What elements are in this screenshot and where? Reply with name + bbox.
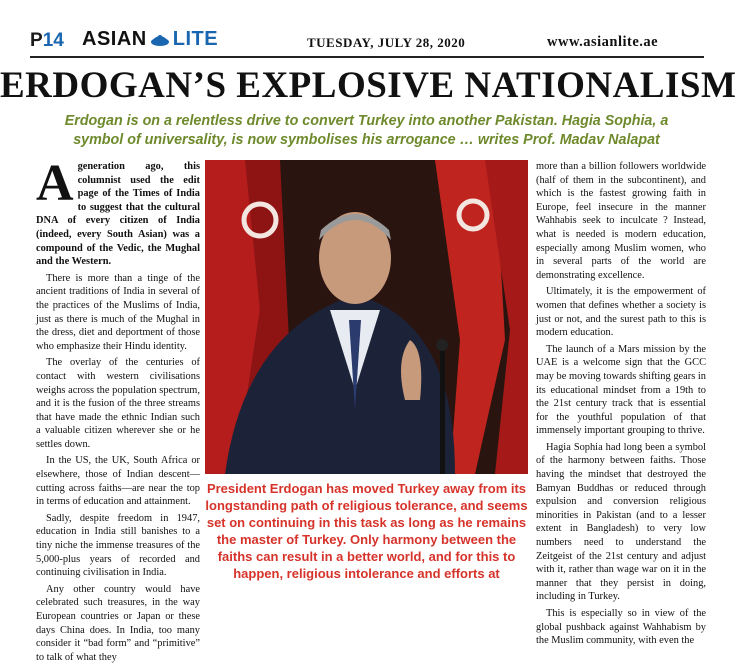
- drop-cap: A: [36, 155, 74, 212]
- brand-emblem-icon: [149, 33, 171, 47]
- body-paragraph: Ultimately, it is the empowerment of women that defines whether a society is just or not, and the surest path to this is modern education.: [536, 286, 706, 339]
- article-deck: Erdogan is on a relentless drive to convert Turkey into another Pakistan. Hagia Sophia, a symbol of universality, is now symbolises his arrogance … writes Prof. Madav Nalapat: [64, 113, 669, 148]
- body-paragraph: This is especially so in view of the global pushback against Wahhabism by the Muslim community, with even the: [536, 608, 706, 647]
- brand-left: ASIAN: [82, 28, 147, 50]
- photo-illustration: [205, 160, 528, 474]
- body-paragraph: Any other country would have celebrated such treasures, in the way European countries or Japan or these days China does. In India, too many consider it “bad form” and “primitive” to talk of what they: [36, 583, 200, 663]
- page-number: [30, 30, 64, 52]
- right-column: [536, 160, 706, 647]
- left-column: [36, 155, 200, 663]
- body-paragraph: more than a billion followers worldwide (half of them in the subcontinent), and which is the fastest growing faith in Europe, feel insecure in the manner Wahhabis seek to inculcate ? Instead, what is needed is modern education, especially among Muslim women, who in several parts of the world are demonstrating excellence.: [536, 161, 706, 281]
- body-paragraph: The overlay of the centuries of contact with western civilisations weighs across the population spectrum, and it is the fusion of the three streams that have made the ethnic Indian such a valuable citizen wherever she or he settles down.: [36, 357, 200, 450]
- lead-paragraph: [36, 155, 200, 269]
- masthead-divider: [30, 56, 704, 58]
- erdogan-photo: [205, 160, 528, 474]
- brand-logo: [82, 28, 218, 51]
- photo-caption: President Erdogan has moved Turkey away from its longstanding path of religious tolerance, and seems set on continuing in this task as long as he remains the master of Turkey. Only harmony between the faiths can result in a better world, and for this to happen, religious intolerance and efforts at: [205, 481, 528, 581]
- issue-date: TUESDAY, JULY 28, 2020: [307, 35, 466, 50]
- body-paragraph: The launch of a Mars mission by the UAE is a welcome sign that the GCC may be moving towards shifting gears in its educational mindset from a 19th to the 21st century track that is essential for the youthful population of that immensely important grouping to thrive.: [536, 343, 706, 437]
- body-paragraph: Hagia Sophia had long been a symbol of the harmony between faiths. Those having the mindset that destroyed the Bamyan Buddhas or reduced through expulsion and conversion religious minorities in Pakistan (and to a lesser extent in Bangladesh) to very low numbers need to understand the Zeitgeist of the 21st century and adjust with it, rather than wage war on it in the manner that they persist in doing, including in Turkey.: [536, 441, 706, 603]
- masthead: [0, 0, 733, 56]
- page-prefix: P: [30, 30, 43, 51]
- page-number-value: 14: [42, 30, 64, 51]
- article-headline: ERDOGAN’S EXPLOSIVE NATIONALISM: [0, 65, 736, 106]
- brand-right: LITE: [172, 28, 219, 50]
- lead-text: generation ago, this columnist used the edit page of the Times of India to suggest that the cultural DNA of every citizen of India (indeed, every South Asian) was a compound of the Vedic, the Mughal and the Western.: [36, 161, 200, 268]
- website-link[interactable]: www.asianlite.ae: [547, 34, 659, 50]
- body-paragraph: In the US, the UK, South Africa or elsewhere, those of Indian descent—cutting across faiths—are near the top in terms of education and attainment.: [36, 455, 200, 508]
- body-paragraph: Sadly, despite freedom in 1947, education in India still banishes to a tiny niche the immense treasures of the 5,000-plus years of recorded and continuing civilisation in India.: [36, 512, 200, 579]
- body-paragraph: There is more than a tinge of the ancient traditions of India in several of the practices of the Muslims of India, just as there is much of the Mughal in the dress, diet and deportment of those who emphasize their Hindu identity.: [36, 272, 200, 352]
